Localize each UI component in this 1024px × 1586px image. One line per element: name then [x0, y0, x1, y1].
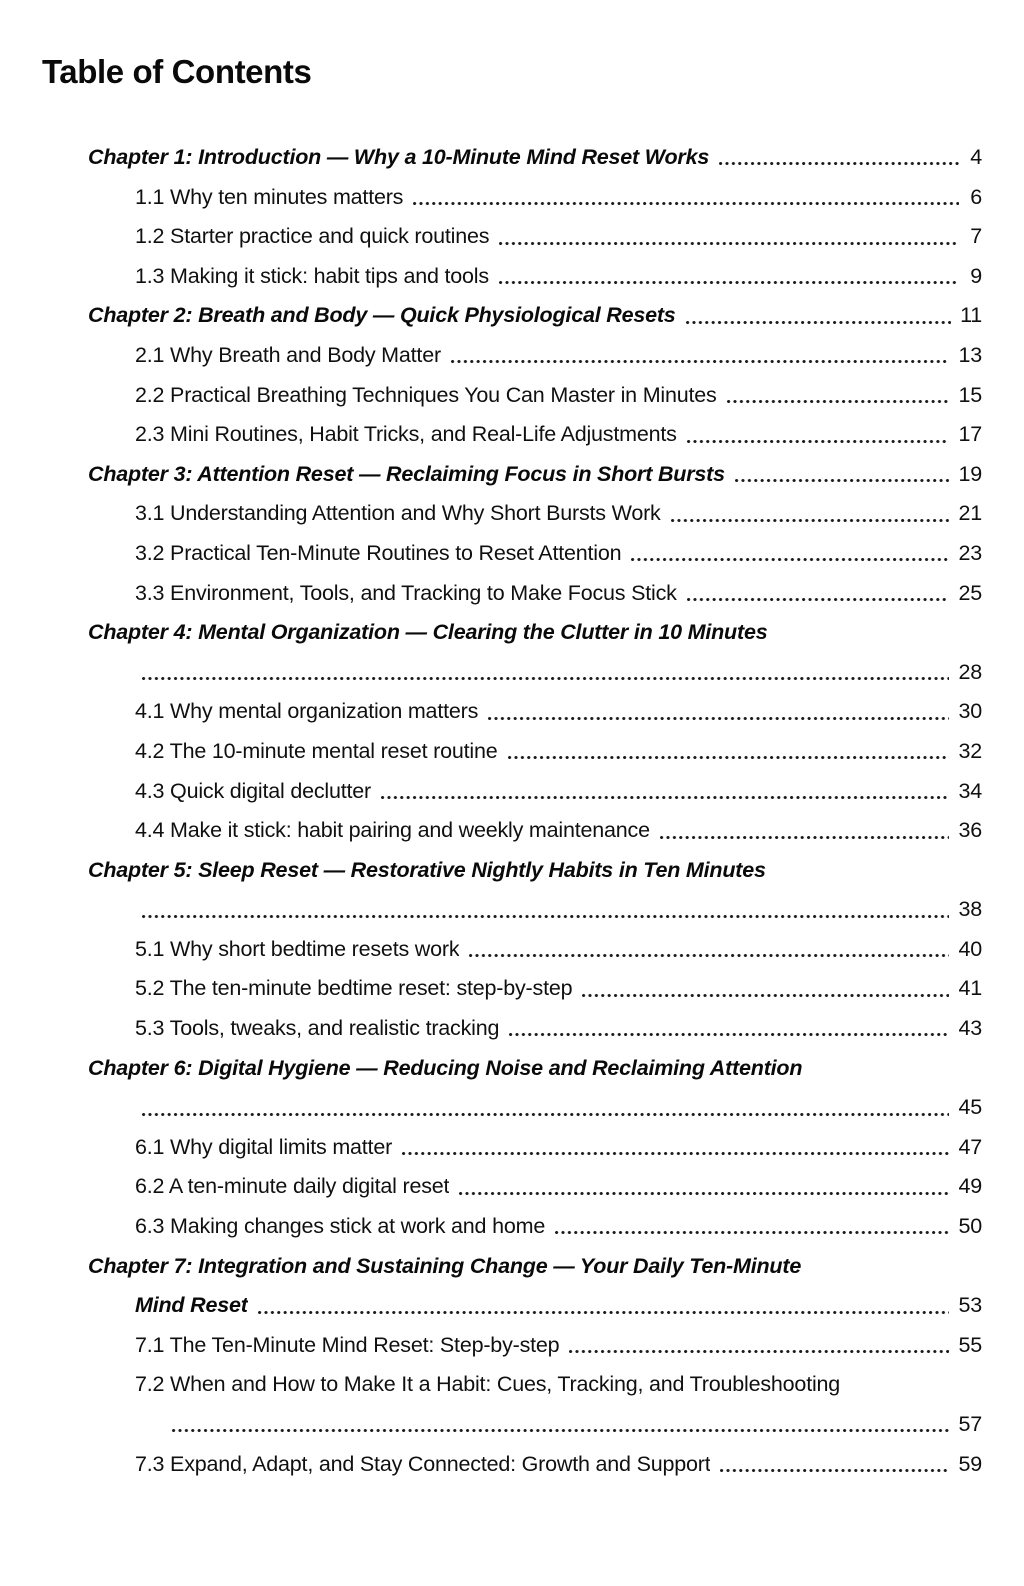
toc-chapter-row	[0, 851, 982, 891]
toc-section-label: 6.1 Why digital limits matter	[135, 1134, 393, 1159]
toc-chapter-row	[0, 890, 982, 930]
toc-section-row	[0, 574, 982, 614]
toc-section-label: 3.1 Understanding Attention and Why Short Bursts Work	[135, 501, 661, 526]
page-number: 23	[958, 540, 982, 565]
page-number: 13	[958, 342, 982, 367]
toc-chapter-row	[0, 653, 982, 693]
toc-section-row	[0, 1365, 982, 1405]
toc-section-label: 1.1 Why ten minutes matters	[135, 184, 404, 209]
toc-section-label: 5.2 The ten-minute bedtime reset: step-by-step	[135, 976, 573, 1001]
toc-section-row	[0, 692, 982, 732]
dot-leader	[631, 558, 949, 561]
dot-leader	[719, 162, 959, 165]
toc-section-row	[0, 1207, 982, 1247]
toc-chapter-label: Chapter 7: Integration and Sustaining Change — Your Daily Ten-Minute	[88, 1253, 802, 1278]
page-number: 25	[958, 580, 982, 605]
page-number: 21	[958, 501, 982, 526]
page-number: 36	[958, 818, 982, 843]
toc-section-label: 3.3 Environment, Tools, and Tracking to Make Focus Stick	[135, 580, 677, 605]
page-number: 4	[970, 145, 982, 169]
toc-section-label: 2.1 Why Breath and Body Matter	[135, 342, 441, 367]
page-number: 45	[958, 1095, 982, 1120]
page-number: 49	[958, 1174, 982, 1199]
dot-leader	[569, 1350, 949, 1353]
page-number: 28	[958, 659, 982, 684]
toc-section-row	[0, 1405, 982, 1445]
toc-chapter-label: Mind Reset	[135, 1293, 248, 1318]
dot-leader	[687, 598, 950, 601]
toc-section-label: 3.2 Practical Ten-Minute Routines to Reset Attention	[135, 540, 622, 565]
toc-chapter-row	[0, 1049, 982, 1089]
page-number: 7	[970, 224, 982, 249]
toc-section-label: 2.3 Mini Routines, Habit Tricks, and Real-Life Adjustments	[135, 422, 677, 447]
toc-section-row	[0, 336, 982, 376]
toc-section-row	[0, 930, 982, 970]
dot-leader	[459, 1192, 949, 1195]
toc-section-label: 4.3 Quick digital declutter	[135, 778, 372, 803]
toc-section-label: 4.1 Why mental organization matters	[135, 699, 479, 724]
page-number: 59	[958, 1451, 982, 1476]
page-number: 11	[960, 303, 982, 328]
dot-leader	[451, 360, 950, 363]
page-number: 9	[970, 263, 982, 288]
dot-leader	[660, 836, 950, 839]
dot-leader	[469, 954, 949, 957]
dot-leader	[508, 756, 950, 759]
page-number: 41	[958, 976, 982, 1001]
dot-leader	[402, 1152, 949, 1155]
toc-chapter-label: Chapter 5: Sleep Reset — Restorative Nightly Habits in Ten Minutes	[88, 857, 766, 882]
dot-leader	[509, 1033, 949, 1036]
toc-section-row	[0, 1445, 982, 1485]
page-number: 15	[958, 382, 982, 407]
toc-chapter-label: Chapter 6: Digital Hygiene — Reducing Noise and Reclaiming Attention	[88, 1055, 803, 1080]
toc-section-row	[0, 969, 982, 1009]
page-number: 6	[970, 184, 982, 209]
toc-section-row	[0, 1128, 982, 1168]
toc-section-row	[0, 257, 982, 297]
page-number: 32	[958, 738, 982, 763]
page-number: 40	[958, 936, 982, 961]
toc-section-row	[0, 376, 982, 416]
toc-chapter-label: Chapter 3: Attention Reset — Reclaiming Focus in Short Bursts	[88, 461, 725, 486]
toc-section-label: 7.1 The Ten-Minute Mind Reset: Step-by-step	[135, 1332, 560, 1357]
toc-chapter-label: Chapter 1: Introduction — Why a 10-Minute Mind Reset Works	[88, 145, 710, 169]
toc-chapter-row	[0, 296, 982, 336]
toc-chapter-row	[0, 138, 982, 178]
toc-section-label: 1.2 Starter practice and quick routines	[135, 224, 490, 249]
page-number: 47	[958, 1134, 982, 1159]
toc-section-label: 2.2 Practical Breathing Techniques You Can Master in Minutes	[135, 382, 717, 407]
page-number: 19	[958, 461, 982, 486]
toc-section-row	[0, 217, 982, 257]
dot-leader	[172, 1429, 949, 1432]
toc-section-row	[0, 1009, 982, 1049]
table-of-contents	[0, 138, 982, 1484]
dot-leader	[142, 677, 949, 680]
dot-leader	[499, 281, 959, 284]
dot-leader	[488, 717, 949, 720]
toc-section-label: 7.2 When and How to Make It a Habit: Cues, Tracking, and Troubleshooting	[135, 1372, 841, 1397]
page-title: Table of Contents	[42, 53, 312, 90]
toc-chapter-row	[0, 613, 982, 653]
toc-section-label: 5.1 Why short bedtime resets work	[135, 936, 460, 961]
toc-section-row	[0, 772, 982, 812]
toc-section-label: 5.3 Tools, tweaks, and realistic tracking	[135, 1016, 500, 1041]
page-number: 53	[958, 1293, 982, 1318]
toc-section-row	[0, 178, 982, 218]
page-number: 50	[958, 1214, 982, 1239]
page-number: 17	[958, 422, 982, 447]
dot-leader	[555, 1231, 949, 1234]
page-number: 30	[958, 699, 982, 724]
document-page	[0, 50, 1024, 1586]
dot-leader	[687, 440, 950, 443]
page-number: 43	[958, 1016, 982, 1041]
toc-chapter-row	[0, 1247, 982, 1287]
toc-chapter-row	[0, 455, 982, 495]
dot-leader	[258, 1311, 950, 1314]
toc-section-row	[0, 1167, 982, 1207]
toc-section-row	[0, 1326, 982, 1366]
dot-leader	[735, 479, 950, 482]
toc-chapter-row	[0, 1088, 982, 1128]
dot-leader	[142, 1113, 949, 1116]
dot-leader	[499, 242, 959, 245]
toc-section-label: 1.3 Making it stick: habit tips and tools	[135, 263, 489, 288]
toc-section-label: 6.2 A ten-minute daily digital reset	[135, 1174, 450, 1199]
page-number: 38	[958, 897, 982, 922]
toc-chapter-label: Chapter 2: Breath and Body — Quick Physiological Resets	[88, 303, 676, 328]
dot-leader	[686, 321, 952, 324]
dot-leader	[727, 400, 950, 403]
toc-chapter-label: Chapter 4: Mental Organization — Clearing the Clutter in 10 Minutes	[88, 620, 768, 645]
dot-leader	[582, 994, 949, 997]
toc-section-row	[0, 732, 982, 772]
toc-section-label: 4.2 The 10-minute mental reset routine	[135, 738, 498, 763]
toc-section-row	[0, 534, 982, 574]
page-number: 55	[958, 1332, 982, 1357]
toc-section-label: 7.3 Expand, Adapt, and Stay Connected: Growth and Support	[135, 1451, 711, 1476]
dot-leader	[413, 202, 959, 205]
toc-section-row	[0, 415, 982, 455]
toc-section-label: 6.3 Making changes stick at work and home	[135, 1214, 546, 1239]
page-number: 57	[958, 1412, 982, 1436]
dot-leader	[671, 519, 950, 522]
toc-chapter-row	[0, 1286, 982, 1326]
dot-leader	[720, 1469, 949, 1472]
toc-section-row	[0, 811, 982, 851]
toc-section-row	[0, 494, 982, 534]
dot-leader	[381, 796, 949, 799]
page-number: 34	[958, 778, 982, 803]
toc-section-label: 4.4 Make it stick: habit pairing and weekly maintenance	[135, 818, 650, 843]
dot-leader	[142, 915, 949, 918]
